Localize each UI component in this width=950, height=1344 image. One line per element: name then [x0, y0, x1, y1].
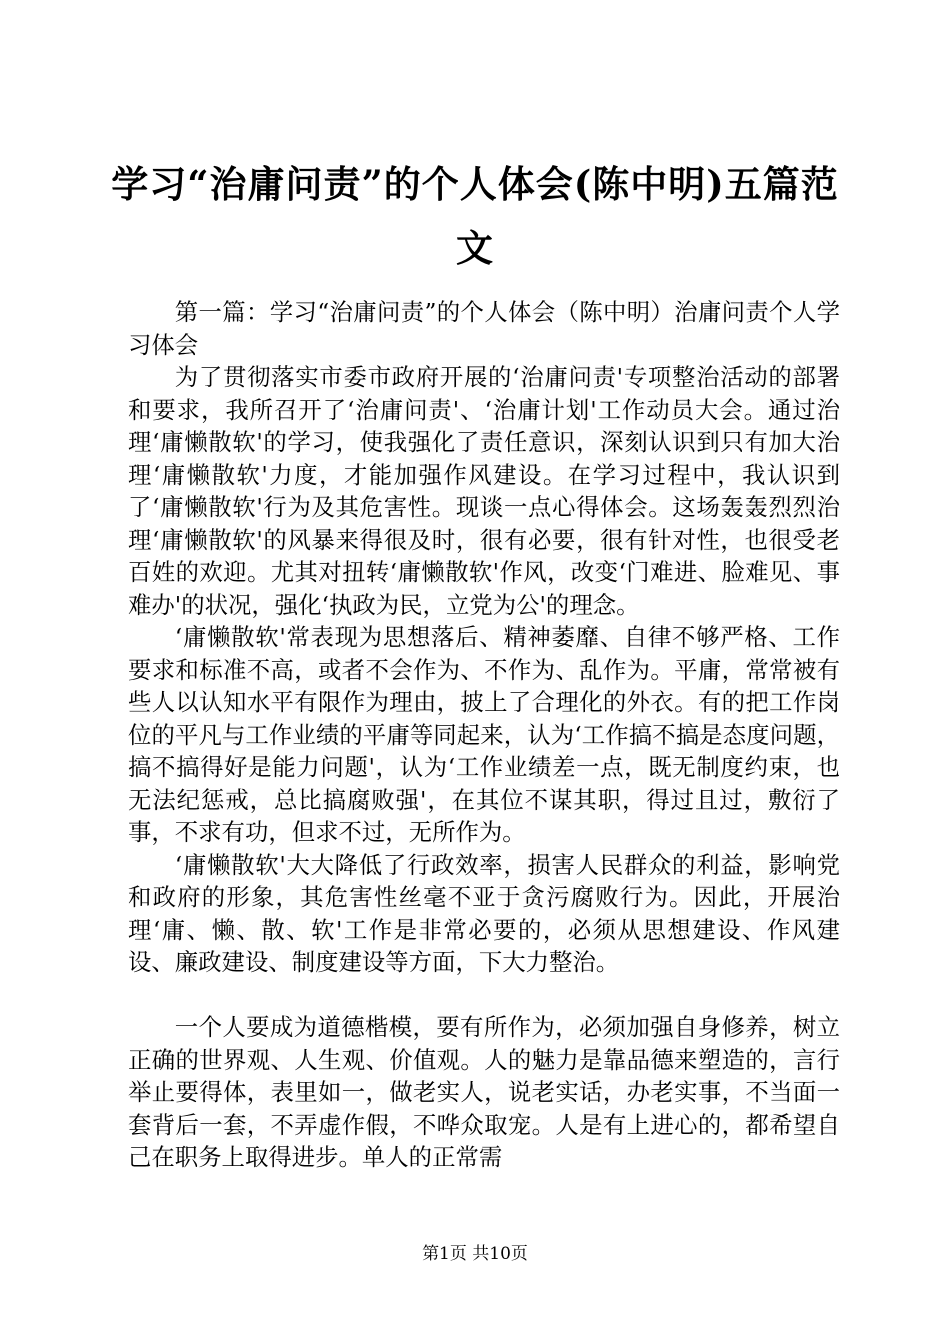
paragraph: 一个人要成为道德楷模，要有所作为，必须加强自身修养，树立正确的世界观、人生观、价值观。人的魅力是靠品德来塑造的，言行举止要得体，表里如一，做老实人，说老实话，办老实事，不当面一套背后一套，不弄虚作假，不哗众取宠。人是有上进心的，都希望自己在职务上取得进步。单人的正常需 — [128, 1013, 840, 1171]
paragraph-section-heading: 第一篇：学习“治庸问责”的个人体会（陈中明）治庸问责个人学习体会 — [128, 298, 840, 359]
document-body — [128, 296, 840, 1174]
paragraph: ‘庸懒散软'大大降低了行政效率，损害人民群众的利益，影响党和政府的形象，其危害性丝毫不亚于贪污腐败行为。因此，开展治理‘庸、懒、散、软'工作是非常必要的，必须从思想建设、作风建设、廉政建设、制度建设等方面，下大力整治。 — [128, 850, 840, 976]
document-title: 学习“治庸问责”的个人体会(陈中明)五篇范文 — [111, 162, 839, 270]
page-number-footer: 第1页 共10页 — [422, 1244, 528, 1264]
paragraph: 为了贯彻落实市委市政府开展的‘治庸问责'专项整治活动的部署和要求，我所召开了‘治庸问责'、‘治庸计划'工作动员大会。通过治理‘庸懒散软'的学习，使我强化了责任意识，深刻认识到只有加大治理‘庸懒散软'力度，才能加强作风建设。在学习过程中，我认识到了‘庸懒散软'行为及其危害性。现谈一点心得体会。这场轰轰烈烈治理‘庸懒散软'的风暴来得很及时，很有必要，很有针对性，也很受老百姓的欢迎。尤其对扭转‘庸懒散软'作风，改变‘门难进、脸难见、事难办'的状况，强化‘执政为民，立党为公'的理念。 — [128, 363, 840, 619]
paragraph: ‘庸懒散软'常表现为思想落后、精神萎靡、自律不够严格、工作要求和标准不高，或者不会作为、不作为、乱作为。平庸，常常被有些人以认知水平有限作为理由，披上了合理化的外衣。有的把工作岗位的平凡与工作业绩的平庸等同起来，认为‘工作搞不搞是态度问题，搞不搞得好是能力问题'，认为‘工作业绩差一点，既无制度约束，也无法纪惩戒，总比搞腐败强'，在其位不谋其职，得过且过，敷衍了事，不求有功，但求不过，无所作为。 — [128, 623, 840, 846]
